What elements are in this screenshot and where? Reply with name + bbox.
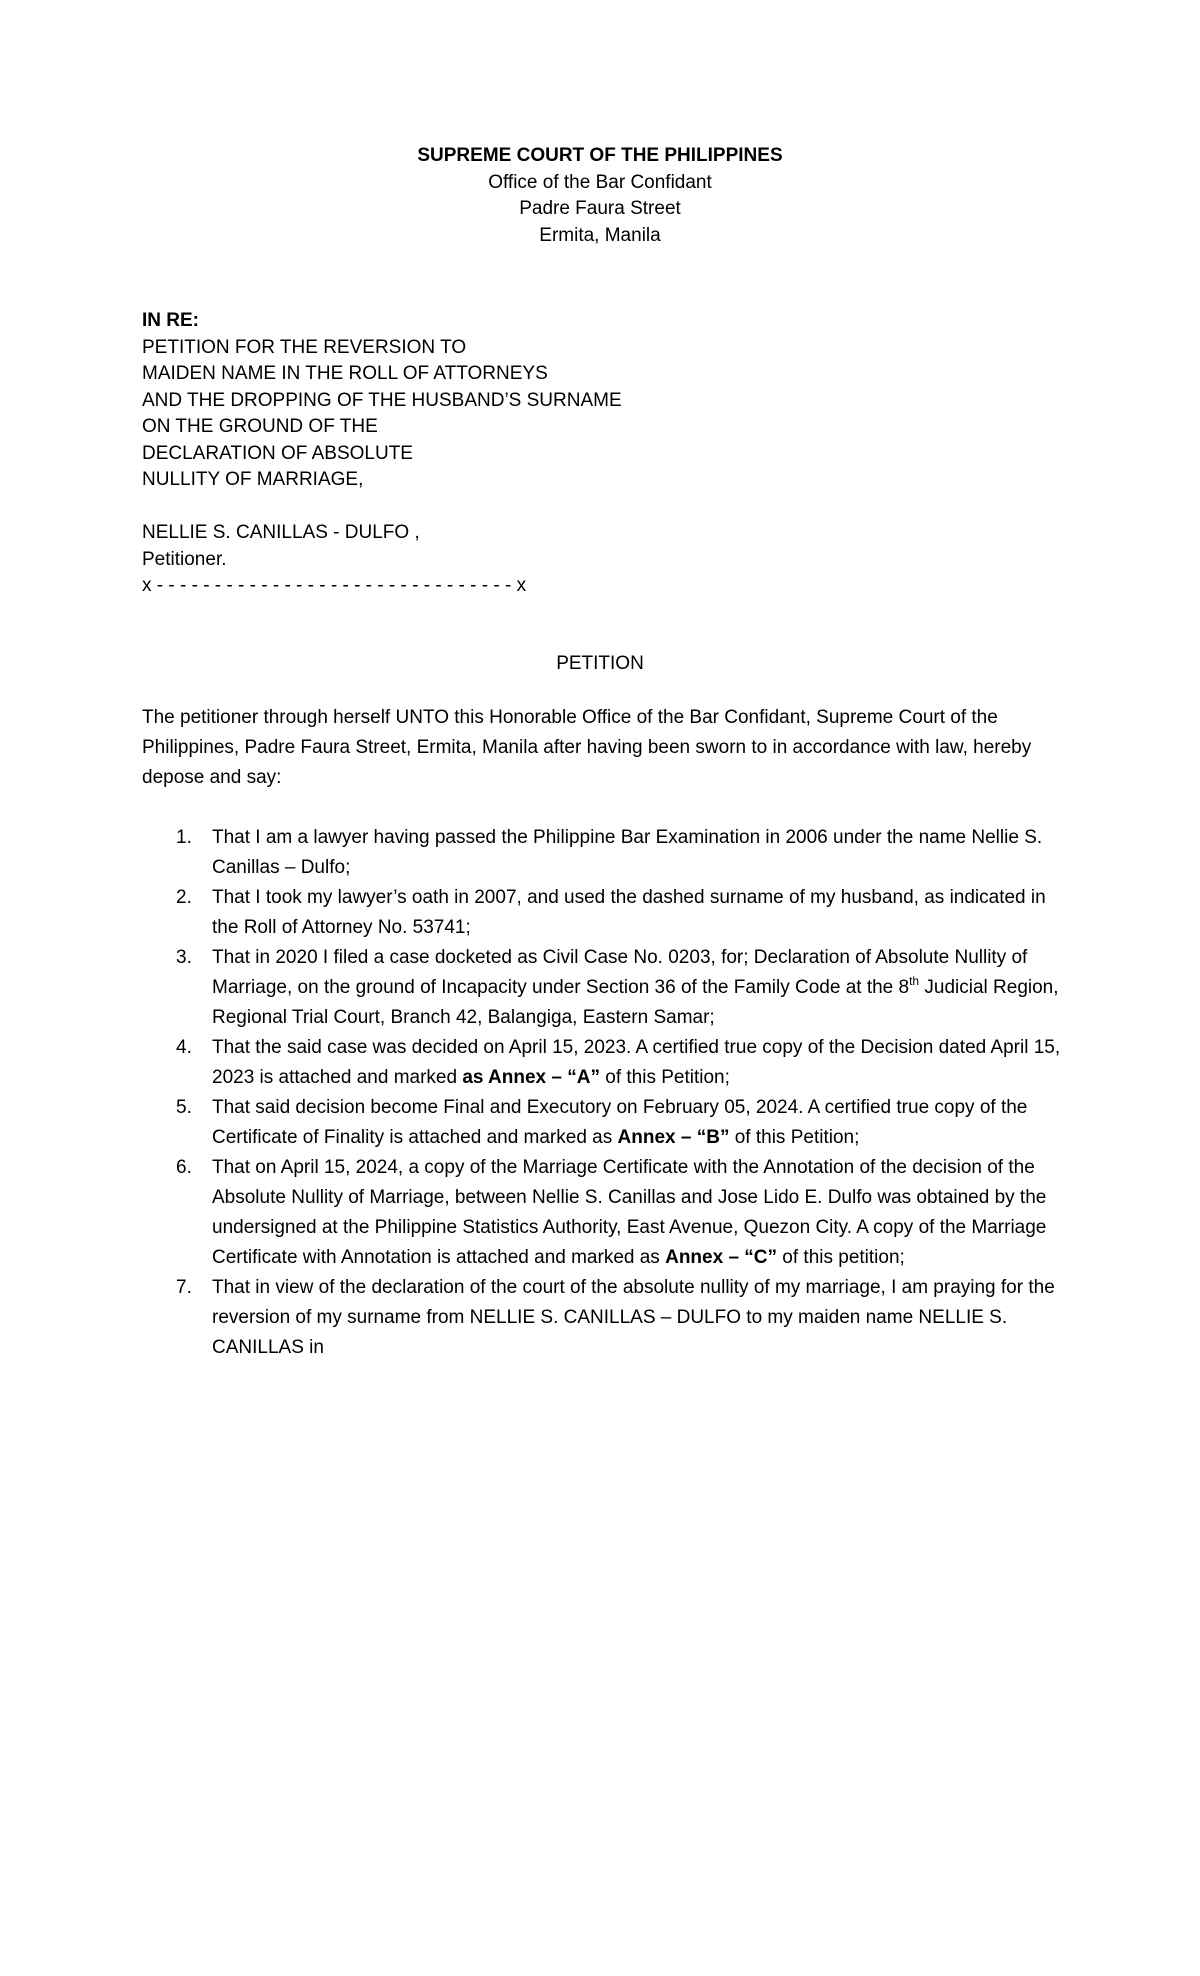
- annex-reference: as Annex – “A”: [462, 1067, 600, 1088]
- list-item: [142, 943, 1064, 1033]
- item-text: That said decision become Final and Executory on February 05, 2024. A certified true copy of the Certificate of Finality is attached and marked as: [212, 1097, 1028, 1148]
- case-caption: [142, 308, 842, 600]
- list-item: [142, 883, 1064, 943]
- item-text: That the said case was decided on April 15, 2023. A certified true copy of the Decision dated April 15, 2023 is attached and marked: [212, 1037, 1061, 1088]
- item-number: 4.: [176, 1037, 192, 1058]
- petitioner-role: Petitioner.: [142, 548, 227, 570]
- caption-line: DECLARATION OF ABSOLUTE: [142, 442, 413, 464]
- street-address: Padre Faura Street: [519, 198, 681, 219]
- list-item: [142, 1273, 1064, 1363]
- in-re-label: IN RE:: [142, 310, 199, 331]
- item-text: That I am a lawyer having passed the Philippine Bar Examination in 2006 under the name Nellie S. Canillas – Dulfo;: [212, 827, 1043, 878]
- city-address: Ermita, Manila: [539, 224, 661, 246]
- office-name: Office of the Bar Confidant: [488, 171, 712, 193]
- annex-reference: Annex – “B”: [617, 1127, 730, 1148]
- caption-line: ON THE GROUND OF THE: [142, 416, 378, 437]
- item-number: 6.: [176, 1157, 192, 1178]
- list-item: [142, 1093, 1064, 1153]
- petitioner-name: NELLIE S. CANILLAS - DULFO ,: [142, 522, 420, 543]
- annex-reference: Annex – “C”: [665, 1247, 778, 1268]
- intro-paragraph: The petitioner through herself UNTO this Honorable Office of the Bar Confidant, Supreme Court of the Philippines, Padre Faura Street, Ermita, Manila after having been sworn to in accordance with law, hereby depose and say:: [142, 707, 1032, 788]
- item-number: 5.: [176, 1097, 192, 1118]
- letterhead: [0, 143, 1200, 249]
- item-text: Judicial Region, Regional Trial Court, Branch 42, Balangiga, Eastern Samar;: [212, 977, 1059, 1028]
- item-number: 2.: [176, 887, 192, 908]
- caption-line: NULLITY OF MARRIAGE,: [142, 469, 364, 490]
- court-name: SUPREME COURT OF THE PHILIPPINES: [417, 145, 783, 166]
- caption-line: PETITION FOR THE REVERSION TO: [142, 336, 467, 358]
- caption-line: MAIDEN NAME IN THE ROLL OF ATTORNEYS: [142, 363, 548, 384]
- item-text: of this petition;: [777, 1247, 905, 1268]
- item-text: That I took my lawyer’s oath in 2007, and used the dashed surname of my husband, as indicated in the Roll of Attorney No. 53741;: [212, 887, 1046, 938]
- item-number: 3.: [176, 947, 192, 968]
- item-text: That on April 15, 2024, a copy of the Marriage Certificate with the Annotation of the decision of the Absolute Nullity of Marriage, between Nellie S. Canillas and Jose Lido E. Dulfo was obtained by the undersigned at the Philippine Statistics Authority, East Avenue, Quezon City. A copy of the Marriage Certificate with Annotation is attached and marked as: [212, 1157, 1047, 1268]
- item-number: 1.: [176, 827, 192, 848]
- document-title: PETITION: [556, 653, 644, 674]
- caption-separator: x - - - - - - - - - - - - - - - - - - - - - - - - - - - - - - - x: [142, 575, 527, 596]
- item-text: That in 2020 I filed a case docketed as Civil Case No. 0203, for; Declaration of Absolute Nullity of Marriage, on the ground of Incapacity under Section 36 of the Family Code at the 8: [212, 947, 1028, 998]
- caption-line: AND THE DROPPING OF THE HUSBAND’S SURNAME: [142, 389, 622, 411]
- ordinal-suffix: th: [909, 974, 920, 988]
- numbered-list: [142, 823, 1064, 1363]
- list-item: [142, 1033, 1064, 1093]
- list-item: [142, 1153, 1064, 1273]
- caption-spacer: [142, 494, 842, 521]
- item-text: of this Petition;: [599, 1067, 730, 1088]
- item-text: That in view of the declaration of the court of the absolute nullity of my marriage, I am praying for the reversion of my surname from NELLIE S. CANILLAS – DULFO to my maiden name NELLIE S. CANILLAS in: [212, 1277, 1055, 1358]
- item-text: of this Petition;: [729, 1127, 860, 1148]
- item-number: 7.: [176, 1277, 192, 1298]
- list-item: [142, 823, 1064, 883]
